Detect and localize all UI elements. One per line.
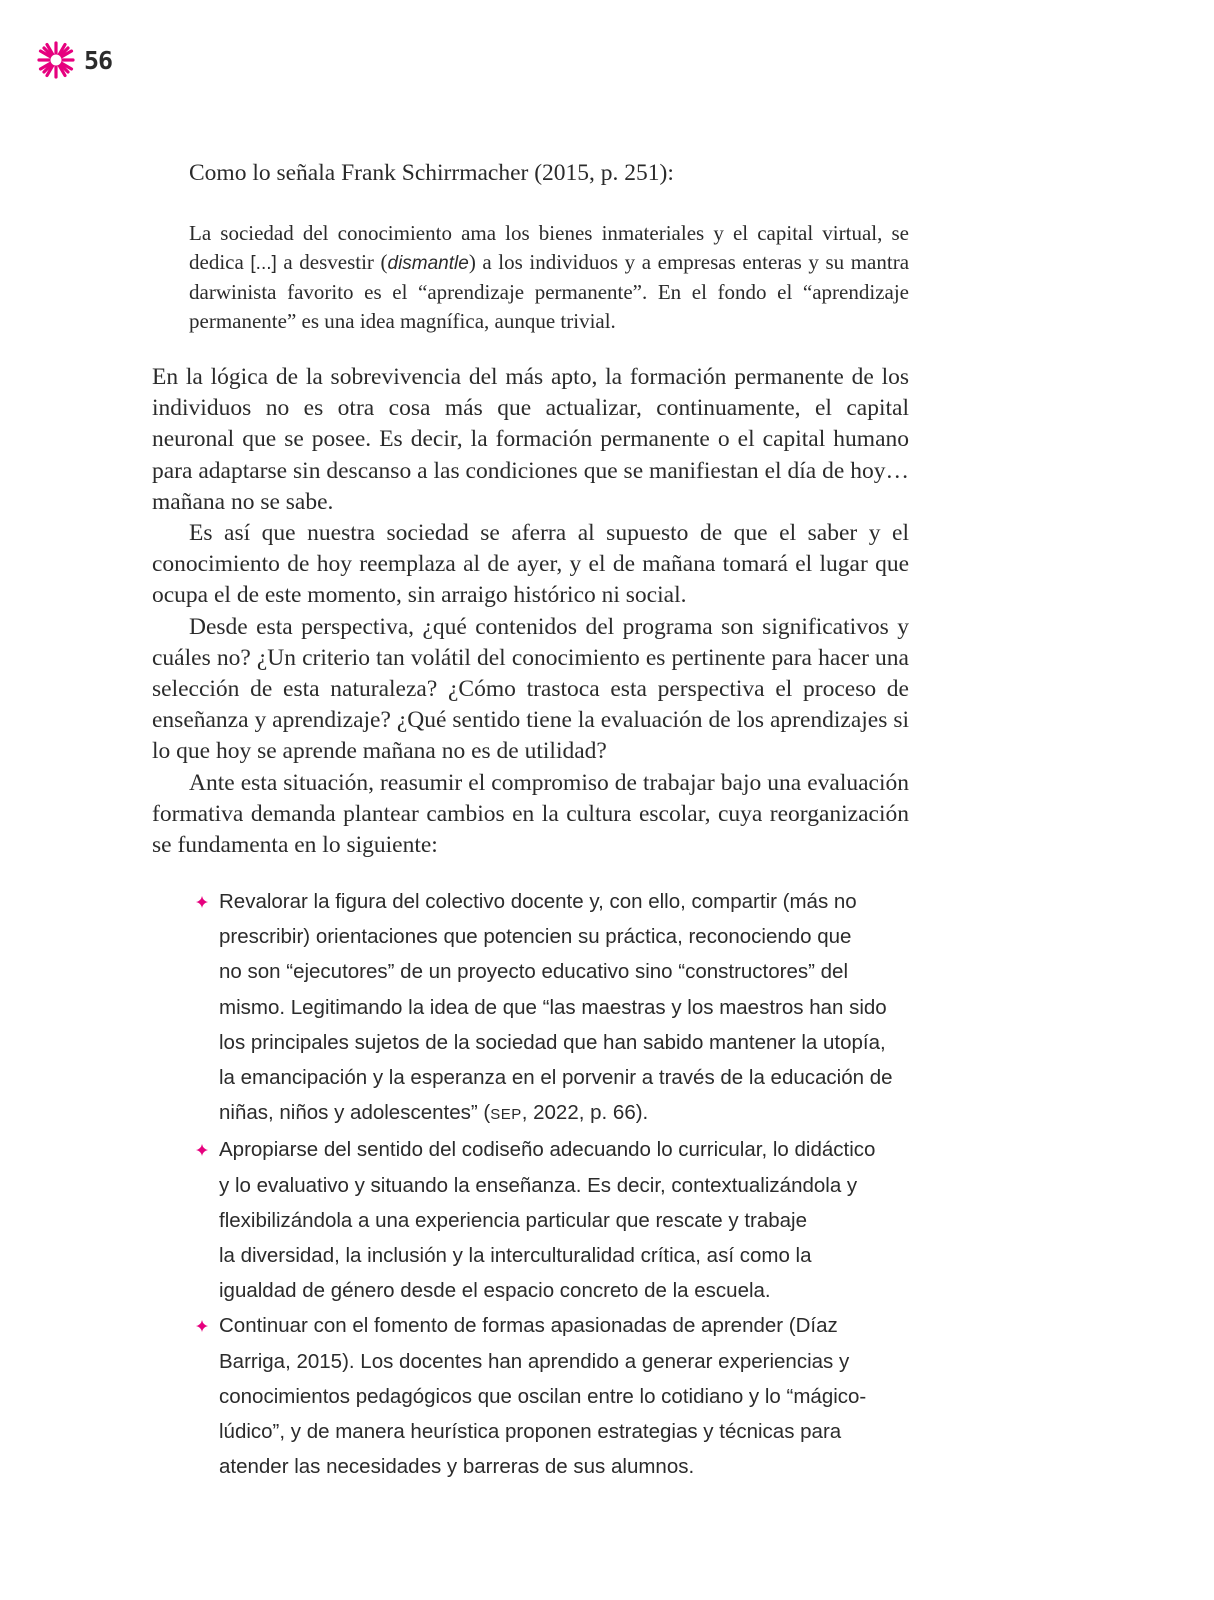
list-line: conocimientos pedagógicos que oscilan entre lo cotidiano y lo “mágico- bbox=[219, 1384, 867, 1408]
list-line: mismo. Legitimando la idea de que “las maestras y los maestros han sido bbox=[219, 995, 887, 1019]
list-line: no son “ejecutores” de un proyecto educativo sino “constructores” del bbox=[219, 960, 849, 984]
quote-text: La sociedad del conocimiento ama los bienes inmateriales y el capital virtual, se dedica bbox=[189, 221, 909, 274]
intro-text: Como lo señala Frank Schirrmacher (2015, p. 251): bbox=[189, 160, 674, 186]
list-line: los principales sujetos de la sociedad que han sabido mantener la utopía, bbox=[219, 1030, 886, 1054]
list-line: Continuar con el fomento de formas apasionadas de aprender (Díaz bbox=[219, 1314, 838, 1338]
page-header bbox=[36, 40, 112, 80]
citation-acronym: SEP bbox=[490, 1106, 522, 1124]
paragraph: En la lógica de la sobrevivencia del más apto, la formación permanente de los individuos no es otra cosa más que actualizar, continuamente, el capital neuronal que se posee. Es decir, la formación permanente o el capital humano para adaptarse sin descanso a las condiciones que se manifiestan el día de hoy… mañana no se sabe. bbox=[152, 364, 909, 515]
list-line: lúdico”, y de manera heurística proponen estrategias y técnicas para bbox=[219, 1420, 842, 1444]
list-line: niñas, niños y adolescentes” ( bbox=[219, 1101, 491, 1125]
quote-text: a desvestir ( bbox=[276, 249, 388, 274]
bullet-icon bbox=[196, 896, 208, 908]
list-item bbox=[196, 1308, 916, 1484]
list-item bbox=[196, 884, 916, 1132]
list-line: la diversidad, la inclusión y la interculturalidad crítica, así como la bbox=[219, 1244, 812, 1268]
quote-text: ) a los individuos y a empresas enteras y su mantra darwinista favorito es el “aprendizaje permanente”. En el fondo el “aprendizaje permanente” es una idea magnífica, aunque trivial. bbox=[189, 249, 910, 333]
list-line: y lo evaluativo y situando la enseñanza. Es decir, contextualizándola y bbox=[219, 1173, 858, 1197]
list-line: Apropiarse del sentido del codiseño adecuando lo curricular, lo didáctico bbox=[219, 1138, 876, 1162]
bullet-list bbox=[196, 884, 916, 1484]
list-line: flexibilizándola a una experiencia particular que rescate y trabaje bbox=[219, 1208, 808, 1232]
page-number: 56 bbox=[84, 45, 113, 75]
list-line: atender las necesidades y barreras de sus alumnos. bbox=[219, 1455, 695, 1479]
list-line: prescribir) orientaciones que potencien su práctica, reconociendo que bbox=[219, 925, 852, 949]
bullet-icon bbox=[196, 1144, 208, 1156]
list-item bbox=[196, 1132, 916, 1308]
paragraph: Ante esta situación, reasumir el compromiso de trabajar bajo una evaluación formativa demanda plantear cambios en la cultura escolar, cuya reorganización se fundamenta en lo siguiente: bbox=[152, 769, 909, 859]
quote-ellipsis: [...] bbox=[250, 252, 277, 274]
quote-paragraph bbox=[189, 219, 909, 335]
list-line: , 2022, p. 66). bbox=[521, 1101, 649, 1125]
asterisk-icon bbox=[36, 40, 76, 80]
list-line: Barriga, 2015). Los docentes han aprendido a generar experiencias y bbox=[219, 1349, 850, 1373]
paragraph: Desde esta perspectiva, ¿qué contenidos del programa son significativos y cuáles no? ¿Un criterio tan volátil del conocimiento es pertinente para hacer una selección de esta naturaleza? ¿Cómo trastoca esta perspectiva el proceso de enseñanza y aprendizaje? ¿Qué sentido tiene la evaluación de los aprendizajes si lo que hoy se aprende mañana no es de utilidad? bbox=[152, 613, 909, 765]
blockquote bbox=[189, 219, 909, 335]
paragraph: Es así que nuestra sociedad se aferra al supuesto de que el saber y el conocimiento de hoy reemplaza al de ayer, y el de mañana tomará el lugar que ocupa el de este momento, sin arraigo histórico ni social. bbox=[152, 520, 909, 609]
quote-italic-term: dismantle bbox=[387, 252, 469, 274]
list-line: la emancipación y la esperanza en el porvenir a través de la educación de bbox=[219, 1066, 893, 1090]
bullet-icon bbox=[196, 1320, 208, 1332]
list-line: igualdad de género desde el espacio concreto de la escuela. bbox=[219, 1279, 771, 1303]
list-line: Revalorar la figura del colectivo docente y, con ello, compartir (más no bbox=[219, 890, 857, 913]
body-text bbox=[152, 362, 909, 861]
